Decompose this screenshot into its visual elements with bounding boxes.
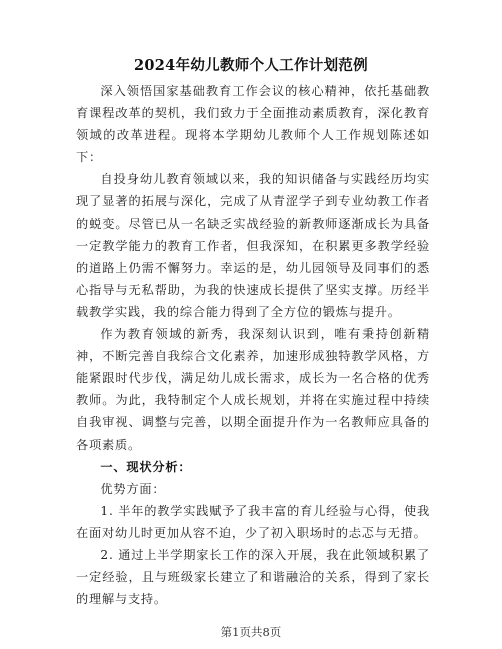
document-body xyxy=(76,80,430,610)
page-footer: 第1页共8页 xyxy=(220,625,282,639)
document-title: 2024年幼儿教师个人工作计划范例 xyxy=(134,57,368,74)
list-item: 1. 半年的教学实践赋予了我丰富的育儿经验与心得，使我在面对幼儿时更加从容不迫，少了初入职场时的忐忑与无措。 xyxy=(76,503,430,540)
intro-paragraph: 深入领悟国家基础教育工作会议的核心精神，依托基础教育课程改革的契机，我们致力于全面推动素质教育，深化教育领域的改革进程。现将本学期幼儿教师个人工作规划陈述如下： xyxy=(76,84,430,165)
list-item: 2. 通过上半学期家长工作的深入开展，我在此领域积累了一定经验，且与班级家长建立了和谐融洽的关系，得到了家长的理解与支持。 xyxy=(76,547,430,607)
sub-heading-strengths: 优势方面： xyxy=(100,481,166,496)
section-heading-status-analysis: 一、现状分析： xyxy=(100,459,192,474)
growth-plan-paragraph: 作为教育领域的新秀，我深刻认识到，唯有秉持创新精神，不断完善自我综合文化素养，加速形成独特教学风格，方能紧跟时代步伐，满足幼儿成长需求，成长为一名合格的优秀教师。为此，我特制定个人成长规划，并将在实施过程中持续自我审视、调整与完善，以期全面提升作为一名教师应具备的各项素质。 xyxy=(76,327,430,452)
experience-paragraph: 自投身幼儿教育领域以来，我的知识储备与实践经历均实现了显著的拓展与深化，完成了从青涩学子到专业幼教工作者的蜕变。尽管已从一名缺乏实战经验的新教师逐渐成长为具备一定教学能力的教育工作者，但我深知，在积累更多教学经验的道路上仍需不懈努力。幸运的是，幼儿园领导及同事们的悉心指导与无私帮助，为我的快速成长提供了坚实支撑。历经半载教学实践，我的综合能力得到了全方位的锻炼与提升。 xyxy=(76,172,430,319)
